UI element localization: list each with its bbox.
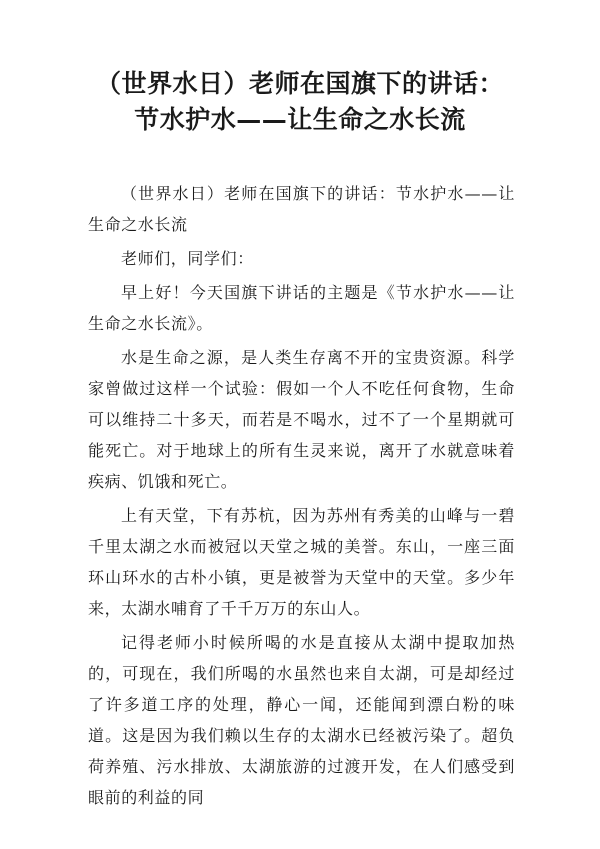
paragraph-subtitle: （世界水日）老师在国旗下的讲话：节水护水——让生命之水长流 — [88, 184, 515, 234]
paragraph-water-source: 水是生命之源，是人类生存离不开的宝贵资源。科学家曾做过这样一个试验：假如一个人不吃任何食物，生命可以维持二十多天，而若是不喝水，过不了一个星期就可能死亡。对于地球上的所有生灵来说，离开了水就意味着疾病、饥饿和死亡。 — [88, 348, 515, 491]
document-title: （世界水日）老师在国旗下的讲话：节水护水——让生命之水长流 — [95, 69, 504, 134]
document-body — [88, 178, 515, 816]
paragraph-intro: 早上好！今天国旗下讲话的主题是《节水护水——让生命之水长流》。 — [88, 283, 515, 333]
paragraph-greeting: 老师们，同学们： — [121, 249, 254, 268]
paragraph-suzhou: 上有天堂，下有苏杭，因为苏州有秀美的山峰与一碧千里太湖之水而被冠以天堂之城的美誉。东山，一座三面环山环水的古朴小镇，更是被誉为天堂中的天堂。多少年来，太湖水哺育了千千万万的东山人。 — [88, 506, 515, 618]
paragraph-memory: 记得老师小时候所喝的水是直接从太湖中提取加热的，可现在，我们所喝的水虽然也来自太湖，可是却经过了许多道工序的处理，静心一闻，还能闻到漂白粉的味道。这是因为我们赖以生存的太湖水已经被污染了。超负荷养殖、污水排放、太湖旅游的过渡开发，在人们感受到眼前的利益的同 — [88, 633, 515, 807]
